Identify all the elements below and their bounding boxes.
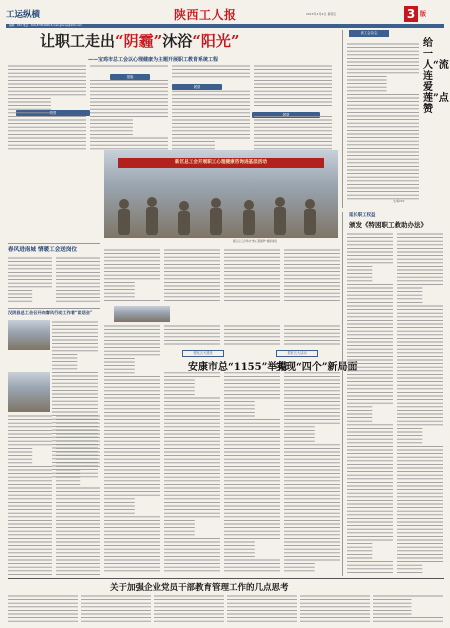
lead-title-quote1: “阴霾”	[115, 32, 163, 50]
bottom-headline: 关于加强企业党员干部教育管理工作的几点思考	[110, 583, 289, 593]
feature-tag-left: 强化五大建设	[182, 350, 224, 357]
lead-subhead-outlook-2: 展望	[252, 112, 320, 118]
page-number: 3	[404, 6, 418, 22]
right-meta: 2015年1月9日 星期五	[306, 12, 337, 16]
masthead-bar	[6, 24, 444, 28]
side-title: 给一人“流连爱莲”点赞	[423, 38, 449, 115]
feature-box	[104, 306, 358, 576]
section-title: 工运纵横	[6, 10, 41, 20]
bottom-text	[8, 594, 444, 624]
side-byline: 文/杨XXX	[393, 200, 405, 203]
side-text-lines	[347, 42, 421, 206]
lead-subtitle: ——宝鸡市总工会以心理健康为主题开展职工教育系统工程	[88, 57, 219, 63]
bottom-divider	[8, 578, 444, 579]
mid-text-lines	[104, 248, 340, 302]
column-b-headline: 汉阴县总工会召开向春风行动工作者“谈话会”	[8, 310, 93, 315]
page-label: 版	[420, 11, 427, 18]
column-b-text-2	[8, 414, 100, 576]
paper-name: 陕西工人报	[174, 8, 237, 22]
divider-a	[8, 243, 100, 244]
lead-photo	[104, 150, 338, 238]
feature-text-lines	[104, 324, 340, 574]
right-mid	[342, 212, 444, 576]
right-mid-text	[347, 232, 443, 576]
lead-title-prefix: 让职工走出	[40, 32, 116, 50]
lead-title-quote2: “阳光”	[192, 32, 240, 50]
column-b-photo-2	[8, 372, 50, 412]
lead-subhead-measures: 措施	[110, 74, 150, 80]
feature-headline-right: 实现“四个”新局面	[276, 362, 358, 373]
left-meta: 编辑：XXX 电话：029-87364466 E-mail:ghxxjs@163.com	[9, 24, 82, 27]
column-a-text	[8, 256, 100, 304]
side-column	[342, 30, 449, 208]
right-mid-intro: 延长职工权益	[349, 213, 376, 218]
right-mid-headline: 颁发《特困职工救助办法》	[349, 221, 427, 229]
lead-text-lines	[8, 64, 338, 152]
photo-people	[104, 190, 338, 238]
lead-photo-caption: 新区总工会举办“知心里圆梦”健康讲座	[232, 240, 278, 243]
side-badge: 读工会杂志	[349, 30, 389, 37]
lead-title-mid: 沐浴	[162, 32, 193, 50]
feature-tag-right: 抓好五大活动	[276, 350, 318, 357]
feature-headline-left: 安康市总“1155”举措	[188, 362, 288, 373]
lead-subhead-outlook: 展望	[172, 84, 222, 90]
column-a-headline: 春风进南城 情暖工会送岗位	[8, 247, 78, 253]
lead-subhead-background: 背景	[16, 110, 90, 116]
divider-b	[8, 308, 100, 309]
column-b-photo	[8, 320, 50, 350]
lead-headline	[40, 30, 340, 54]
feature-photo	[114, 306, 170, 322]
photo-banner: 新区总工会开展职工心理健康咨询进基层活动	[118, 158, 324, 168]
